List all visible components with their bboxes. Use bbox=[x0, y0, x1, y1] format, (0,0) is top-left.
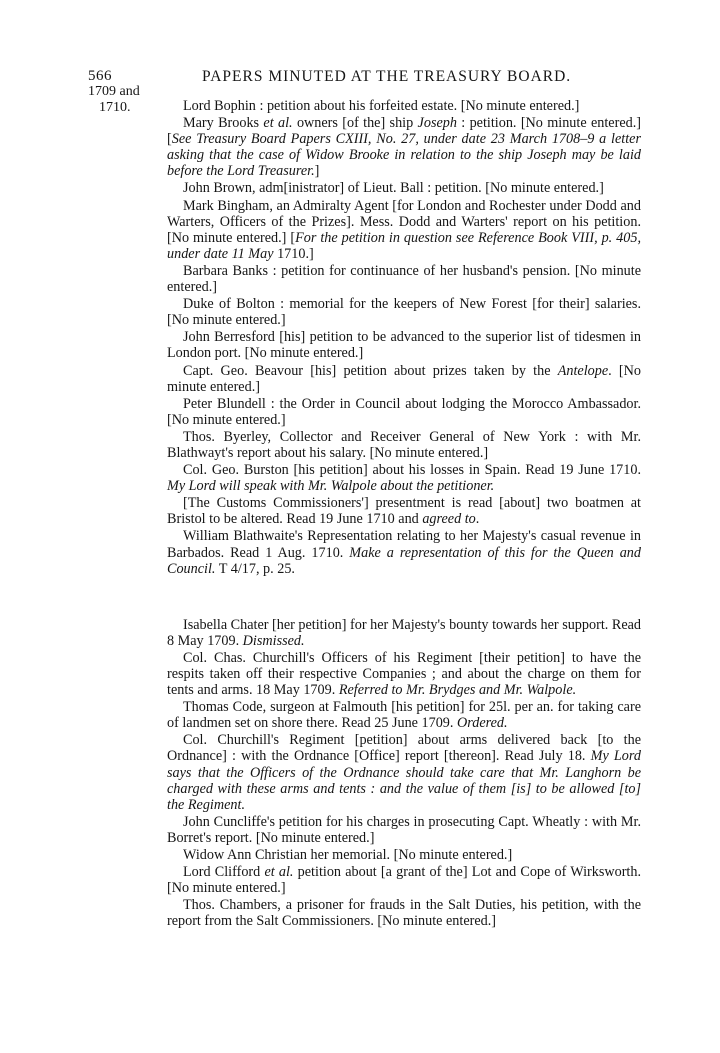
entry-paragraph bbox=[167, 296, 641, 328]
entry-paragraph bbox=[167, 864, 641, 896]
entry-paragraph bbox=[167, 263, 641, 295]
entry-paragraph bbox=[167, 650, 641, 698]
entry-text: [The Customs Commissioners'] presentment is read [about] two boatmen at Bristol to be altered. Read 19 June 1710 and bbox=[167, 495, 641, 528]
entry-text: owners [of the] ship bbox=[292, 115, 418, 132]
entry-text: William Blathwaite's Representation relating to her Majesty's casual revenue in Barbados. Read 1 Aug. 1710. bbox=[167, 528, 641, 561]
entry-text: Thos. Chambers, a prisoner for frauds in the Salt Duties, his petition, with the report from the Salt Commissioners. [No minute entered.] bbox=[167, 897, 641, 930]
entry-text: Capt. Geo. Beavour [his] petition about prizes taken by the bbox=[183, 362, 558, 379]
entry-paragraph bbox=[167, 495, 641, 527]
italic-text: et al. bbox=[264, 864, 294, 881]
year-label-2: 1710. bbox=[99, 100, 131, 115]
entry-text: Barbara Banks : petition for continuance of her husband's pension. [No minute entered.] bbox=[167, 262, 641, 296]
entry-paragraph bbox=[167, 396, 641, 428]
entry-text: Col. Chas. Churchill's Officers of his Regiment [their petition] to have the respits taken off their respective Companies ; and about the charge on them for tents and arms. 18 May 1709. bbox=[167, 649, 641, 699]
italic-text: Dismissed. bbox=[242, 632, 305, 649]
entry-text: John Brown, adm[inistrator] of Lieut. Ball : petition. [No minute entered.] bbox=[183, 180, 604, 197]
italic-text: My Lord says that the Officers of the Ordnance should take care that Mr. Langhorn be charged with these arms and tents : and the value of them [is] to be allowed [to] the Regiment. bbox=[167, 748, 641, 813]
italic-text: Referred to Mr. Brydges and Mr. Walpole. bbox=[338, 682, 577, 699]
entries-section-2 bbox=[167, 617, 641, 930]
entry-text: : petition. [No minute entered.] [ bbox=[167, 115, 641, 148]
entry-text: Peter Blundell : the Order in Council about lodging the Morocco Ambassador. [No minute entered.] bbox=[167, 395, 641, 428]
entry-text: Col. Churchill's Regiment [petition] about arms delivered back [to the Ordnance] : with the Ordnance [Office] report [thereon]. Read July 18. bbox=[167, 732, 641, 765]
entry-text: Isabella Chater [her petition] for her Majesty's bounty towards her support. Read 8 May 1709. bbox=[167, 616, 642, 649]
entry-paragraph bbox=[167, 180, 641, 196]
entry-text: Mark Bingham, an Admiralty Agent [for London and Rochester under Dodd and Warters, Officers of the Prizes]. Mess. Dodd and Warters' report on his petition. [No minute entered.] [ bbox=[167, 197, 641, 246]
entry-text: . [No minute entered.] bbox=[167, 362, 641, 395]
entry-text: Lord Clifford bbox=[183, 864, 265, 881]
entry-text: Lord Bophin : petition about his forfeited estate. [No minute entered.] bbox=[183, 98, 580, 114]
entry-text: Thos. Byerley, Collector and Receiver General of New York : with Mr. Blathwayt's report about his salary. [No minute entered.] bbox=[167, 428, 641, 461]
entry-text: 1710.] bbox=[273, 245, 314, 262]
entry-text: T 4/17, p. 25. bbox=[215, 560, 295, 577]
italic-text: agreed to bbox=[422, 511, 476, 528]
italic-text: For the petition in question see Reference Book VIII, p. 405, under date 11 May bbox=[167, 229, 641, 262]
running-title: PAPERS MINUTED AT THE TREASURY BOARD. bbox=[202, 68, 572, 85]
italic-text: et al. bbox=[263, 115, 293, 132]
entry-text: John Cuncliffe's petition for his charges in prosecuting Capt. Wheatly : with Mr. Borret's report. [No minute entered.] bbox=[167, 813, 641, 846]
entry-text: John Berresford [his] petition to be advanced to the superior list of tidesmen in London port. [No minute entered.] bbox=[167, 329, 641, 362]
entry-text: ] bbox=[314, 163, 320, 180]
italic-text: Antelope bbox=[557, 362, 609, 379]
entry-paragraph bbox=[167, 198, 641, 262]
entry-paragraph bbox=[167, 429, 641, 461]
entry-text: Widow Ann Christian her memorial. [No minute entered.] bbox=[183, 847, 513, 864]
entry-paragraph bbox=[167, 115, 641, 179]
entry-text: petition about [a grant of the] Lot and Cope of Wirksworth. [No minute entered.] bbox=[167, 864, 642, 897]
entry-text: . bbox=[475, 511, 480, 528]
entry-text: Duke of Bolton : memorial for the keepers of New Forest [for their] salaries. [No minute entered.] bbox=[167, 296, 641, 329]
italic-text: Joseph bbox=[417, 115, 457, 132]
year-label-1: 1709 and bbox=[88, 84, 140, 99]
section-gap bbox=[167, 578, 641, 617]
document-body bbox=[167, 98, 641, 931]
entry-paragraph bbox=[167, 617, 641, 649]
entry-text: Mary Brooks bbox=[183, 115, 264, 132]
italic-text: Make a representation of this for the Queen and Council. bbox=[167, 544, 641, 577]
entry-paragraph bbox=[167, 98, 641, 114]
italic-text: Ordered. bbox=[457, 715, 508, 732]
entry-paragraph bbox=[167, 528, 641, 576]
entry-paragraph bbox=[167, 329, 641, 361]
entry-text: Thomas Code, surgeon at Falmouth [his petition] for 25l. per an. for taking care of landmen set on shore there. Read 25 June 1709. bbox=[167, 699, 641, 732]
page-number: 566 bbox=[88, 68, 112, 84]
entry-paragraph bbox=[167, 462, 641, 494]
entry-paragraph bbox=[167, 363, 641, 395]
entry-paragraph bbox=[167, 699, 641, 731]
italic-text: My Lord will speak with Mr. Walpole about the petitioner. bbox=[167, 478, 495, 495]
entry-paragraph bbox=[167, 732, 641, 812]
entries-section-1 bbox=[167, 98, 641, 577]
entry-paragraph bbox=[167, 814, 641, 846]
entry-paragraph bbox=[167, 897, 641, 929]
entry-text: Col. Geo. Burston [his petition] about his losses in Spain. Read 19 June 1710. bbox=[183, 462, 641, 479]
italic-text: See Treasury Board Papers CXIII, No. 27, under date 23 March 1708–9 a letter asking that the case of Widow Brooke in relation to the ship Joseph may be laid before the Lord Treasurer. bbox=[167, 131, 641, 180]
entry-paragraph bbox=[167, 847, 641, 863]
